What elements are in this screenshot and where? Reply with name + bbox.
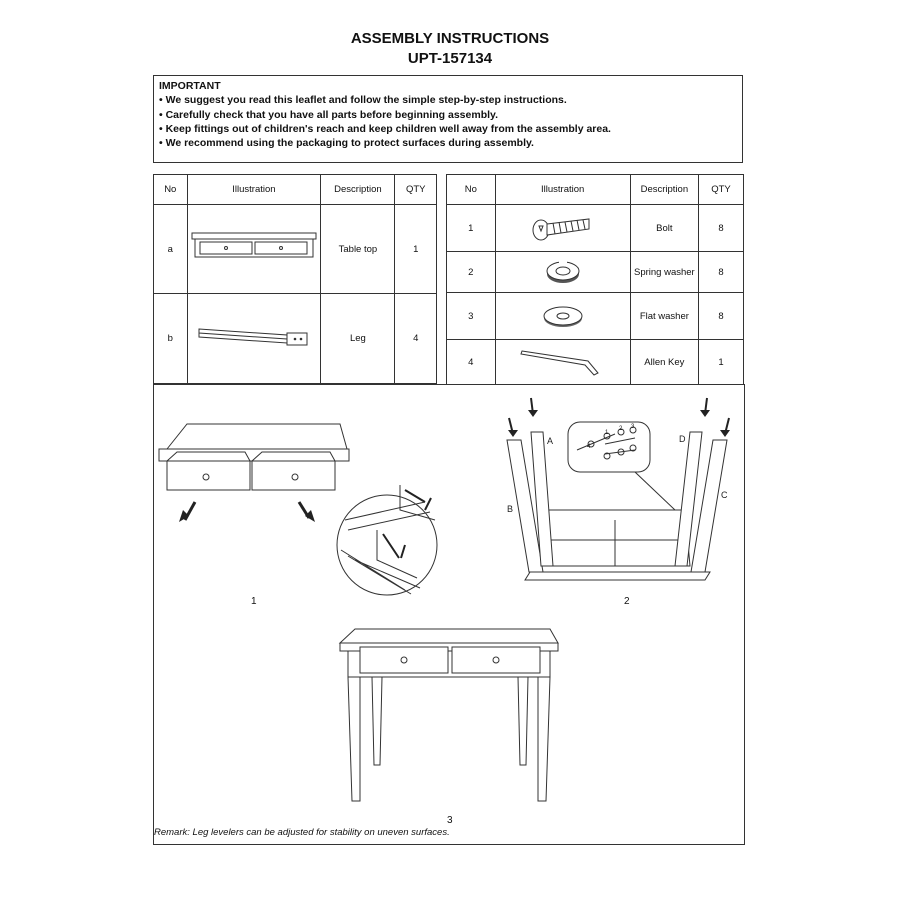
col-qty: QTY bbox=[395, 175, 437, 205]
document-title: ASSEMBLY INSTRUCTIONS bbox=[350, 30, 550, 47]
important-notice bbox=[153, 75, 743, 163]
allen-key-icon bbox=[518, 345, 608, 379]
notice-item: • Keep fittings out of children's reach and keep children well away from the assembly area. bbox=[159, 122, 611, 135]
table-row: a Table top 1 bbox=[154, 205, 437, 294]
col-illustration: Illustration bbox=[495, 175, 630, 205]
remark-note: Remark: Leg levelers can be adjusted for stability on uneven surfaces. bbox=[154, 827, 450, 838]
leg-label-a: A bbox=[547, 436, 554, 446]
detail-callout-2: 2 bbox=[619, 426, 623, 432]
col-illustration: Illustration bbox=[187, 175, 321, 205]
table-row: 1 Bolt 8 bbox=[447, 205, 744, 252]
leg-icon bbox=[189, 319, 319, 359]
model-number: UPT-157134 bbox=[407, 50, 493, 67]
parts-table-large bbox=[153, 174, 437, 384]
notice-item: • We suggest you read this leaflet and follow the simple step-by-step instructions. bbox=[159, 94, 567, 107]
detail-callout-4: 4 bbox=[587, 444, 591, 450]
detail-callout-3: 3 bbox=[631, 424, 635, 430]
flat-washer-icon bbox=[533, 301, 593, 331]
leg-label-c: C bbox=[721, 490, 728, 500]
col-no: No bbox=[154, 175, 188, 205]
step-number-3: 3 bbox=[447, 815, 453, 826]
step1-drawer-illustration bbox=[155, 410, 445, 600]
detail-callout-1: 1 bbox=[605, 430, 609, 436]
illustration-cell bbox=[187, 205, 321, 294]
bolt-icon bbox=[523, 210, 603, 246]
spring-washer-icon bbox=[533, 257, 593, 287]
table-row: 3 Flat washer 8 bbox=[447, 293, 744, 340]
important-heading: IMPORTANT bbox=[159, 80, 221, 92]
leg-label-d: D bbox=[679, 434, 686, 444]
table-row: 2 Spring washer 8 bbox=[447, 252, 744, 293]
step3-finished-table-illustration bbox=[330, 625, 570, 810]
step-number-2: 2 bbox=[624, 596, 630, 607]
table-row: b Leg 4 bbox=[154, 294, 437, 384]
col-no: No bbox=[447, 175, 496, 205]
step2-leg-attachment-illustration bbox=[495, 390, 745, 590]
leg-label-b: B bbox=[507, 504, 514, 514]
col-description: Description bbox=[321, 175, 395, 205]
table-row: 4 Allen Key 1 bbox=[447, 340, 744, 385]
col-qty: QTY bbox=[698, 175, 743, 205]
table-top-icon bbox=[189, 219, 319, 279]
parts-table-hardware bbox=[446, 174, 744, 385]
notice-item: • Carefully check that you have all parts before beginning assembly. bbox=[159, 108, 498, 121]
notice-item: • We recommend using the packaging to protect surfaces during assembly. bbox=[159, 137, 534, 150]
illustration-cell bbox=[187, 294, 321, 384]
step-number-1: 1 bbox=[251, 596, 257, 607]
col-description: Description bbox=[630, 175, 698, 205]
